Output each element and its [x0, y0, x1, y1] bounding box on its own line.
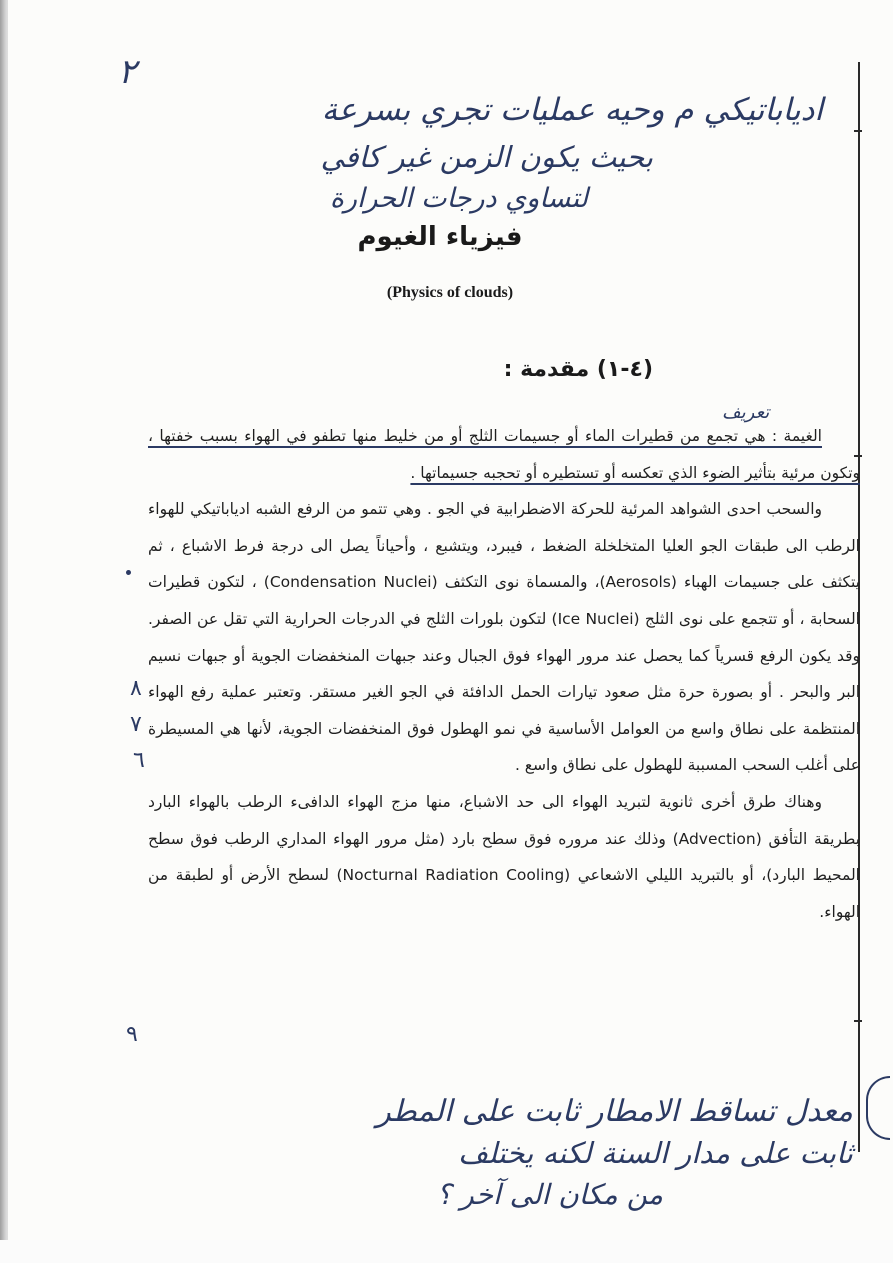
handwritten-note-line-3: لتساوي درجات الحرارة [329, 183, 588, 214]
handwritten-bottom-line-3: من مكان الى آخر ؟ [436, 1178, 663, 1211]
handwritten-bottom-line-2: ثابت على مدار السنة لكنه يختلف [458, 1136, 853, 1170]
handwritten-note-line-1: ادیاباتیکي م وحيه عمليات تجري بسرعة [321, 92, 823, 128]
margin-note-2: ٧ [130, 712, 142, 737]
margin-dot [126, 570, 131, 575]
margin-tick [854, 130, 862, 132]
document-title-arabic: فيزياء الغيوم [357, 222, 523, 252]
paragraph-cloud-formation: والسحب احدى الشواهد المرئية للحركة الاضطرابية في الجو . وهي تتمو من الرفع الشبه ادیاباتیكي للهواء الرطب الى طبقات الجو العليا المتخلخلة الضغط ، فيبرد، ويتشبع ، وأحياناً يصل الى درجة فرط الاشباع ، ثم يتكثف على جسيمات الهباء (Aerosols)، والمسماة نوى التكثف (Condensation Nuclei) ، لتكون قطيرات السحابة ، أو تتجمع على نوى الثلج (Ice Nuclei) لتكون بلورات الثلج في الدرجات الحرارية التي تقل عن الصفر. وقد يكون الرفع قسرياً كما يحصل عند مرور الهواء فوق الجبال وعند جبهات المنخفضات الجوية أو جبهات نسيم البر والبحر . أو بصورة حرة مثل صعود تيارات الحمل الدافئة في الجو الغير مستقر. وتعتبر عملية رفع الهواء المنتظمة على نطاق واسع من العوامل الأساسية في نمو الهطول فوق المنخفضات الجوية، لأنها هي المسيطرة على أغلب السحب المسببة للهطول على نطاق واسع . [148, 500, 860, 775]
handwritten-note-line-2: بحيث يكون الزمن غير كافي [320, 140, 653, 174]
paragraph-secondary-cooling: وهناك طرق أخرى ثانوية لتبريد الهواء الى حد الاشباع، منها مزج الهواء الدافىء الرطب بالهواء البارد بطريقة التأفق (Advection) وذلك عند مروره فوق سطح بارد (مثل مرور الهواء المداري الرطب فوق سطح المحيط البارد)، أو بالتبريد الليلي الاشعاعي (Nocturnal Radiation Cooling) لسطح الأرض أو لطبقة من الهواء. [148, 792, 860, 921]
handwritten-definition-mark: تعريف [722, 402, 770, 423]
paragraph-definition: الغيمة : هي تجمع من قطيرات الماء أو جسيمات الثلج أو من خليط منها تطفو في الهواء بسبب خفتها ، وتكون مرئية بتأثير الضوء الذي تعكسه أو تستطيره أو تحجبه جسيماتها . [148, 427, 860, 482]
section-heading: (٤-١) مقدمة : [503, 357, 653, 382]
document-title-english: (Physics of clouds) [386, 284, 514, 301]
body-text [148, 418, 860, 930]
handwritten-corner-mark: ٢ [118, 52, 137, 92]
scan-bottom-strip [0, 1240, 893, 1263]
handwritten-bottom-line-1: معدل تساقط الامطار ثابت على المطر [376, 1094, 853, 1129]
margin-note-1: ٨ [130, 676, 142, 701]
margin-note-3: ٦ [133, 748, 145, 773]
margin-tick [854, 1020, 862, 1022]
margin-note-4: ٩ [126, 1022, 138, 1047]
